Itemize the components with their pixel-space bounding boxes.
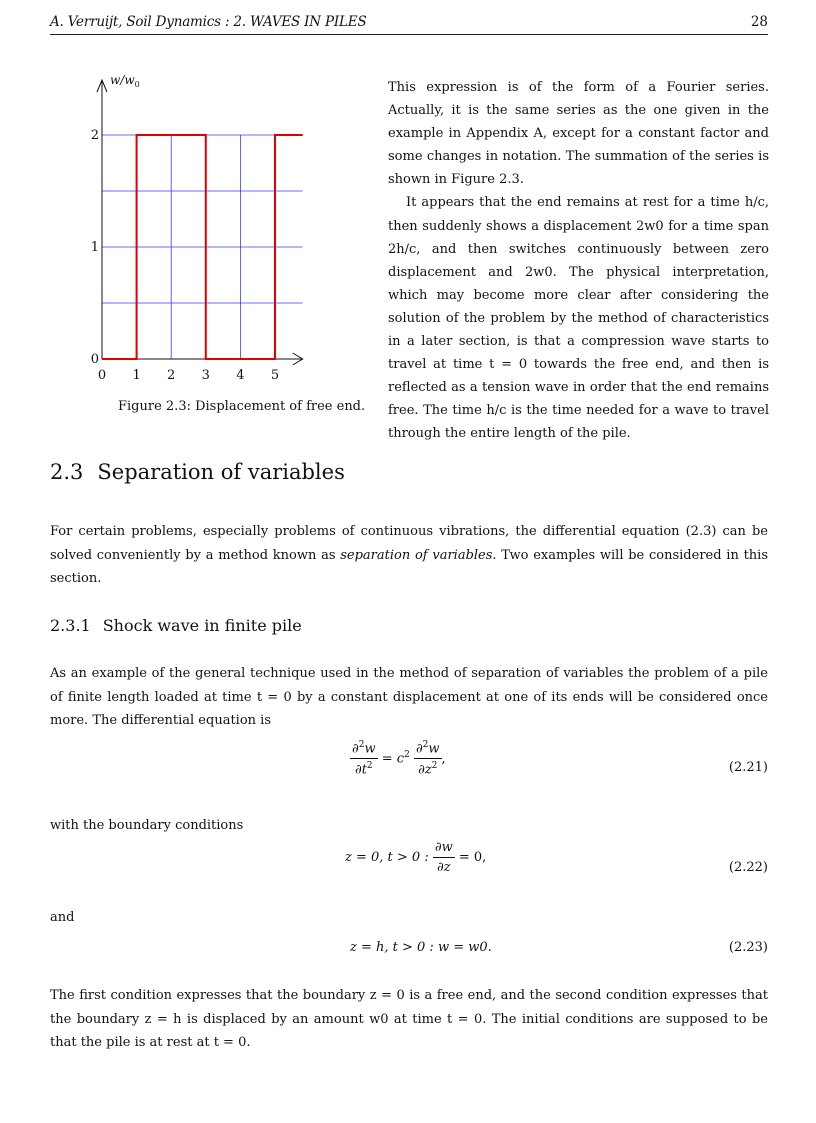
y-tick-label-2: 2 <box>90 128 99 143</box>
equation-2-21-number: (2.21) <box>728 760 768 775</box>
subsection-intro <box>50 662 768 733</box>
subsection-heading <box>50 616 302 635</box>
equation-2-22 <box>50 838 768 894</box>
equation-2-23-number: (2.23) <box>728 940 768 955</box>
x-tick-label-3: 3 <box>201 368 210 383</box>
section-number: 2.3 <box>50 460 84 484</box>
equation-2-21 <box>50 738 768 794</box>
closing-paragraph <box>50 984 768 1055</box>
equation-2-23-body: z = h, t > 0 : w = w0. <box>350 940 492 955</box>
header-title: A. Verruijt, Soil Dynamics : 2. WAVES IN PILES <box>50 14 367 30</box>
right-column-text <box>388 76 769 446</box>
intro-text-start: For certain problems, especially problems of continuous vibrations, the differential equation (2.3) can be solved conveniently by a method known as <box>50 524 768 563</box>
y-tick-label-1: 1 <box>90 240 99 255</box>
x-tick-label-0: 0 <box>97 368 107 383</box>
paragraph-fourier: This expression is of the form of a Fourier series. Actually, it is the same series as the one given in the example in Appendix A, except for a constant factor and some changes in notation. The summation of the series is shown in Figure 2.3. <box>388 80 769 188</box>
paragraph-interpretation: It appears that the end remains at rest for a time h/c, then suddenly shows a displacement 2w0 for a time span 2h/c, and then switches continuously between zero displacement and 2w0. The physical interpretation, which may become more clear after considering the solution of the problem by the method of characteristics in a later section, is that a compression wave starts to travel at time t = 0 towards the free end, and then is reflected as a tension wave in order that the end remains free. The time h/c is the time needed for a wave to travel through the entire length of the pile. <box>388 195 769 442</box>
x-tick-label-4: 4 <box>236 368 245 383</box>
intro-italic: separation of variables <box>340 547 493 563</box>
subsection-number: 2.3.1 <box>50 616 91 635</box>
equation-2-23 <box>50 940 768 964</box>
section-heading <box>50 460 345 484</box>
subsection-paragraph: As an example of the general technique used in the method of separation of variables the problem of a pile of finite length loaded at time t = 0 by a constant displacement at one of its ends will be considered once more. The differential equation is <box>50 666 768 728</box>
figure-2-3 <box>88 74 366 424</box>
equation-2-22-body: z = 0, t > 0 : $\frac{\partial w}{\partial z}$ = 0, <box>345 840 487 875</box>
bc-label: with the boundary conditions <box>50 818 244 833</box>
subsection-title: Shock wave in finite pile <box>102 616 302 635</box>
x-tick-label-1: 1 <box>132 368 141 383</box>
x-tick-label-2: 2 <box>167 368 176 383</box>
y-tick-label-0: 0 <box>90 352 99 367</box>
equation-2-21-body: $\frac{\partial^2w}{\partial t^2}$ = $c^2$ $\frac{\partial^2w}{\partial z^2}$ , <box>352 740 446 778</box>
displacement-chart <box>88 74 328 394</box>
closing-text: The first condition expresses that the boundary z = 0 is a free end, and the second condition expresses that the boundary z = h is displaced by an amount w0 at time t = 0. The initial conditions are supposed to be that the pile is at rest at t = 0. <box>50 988 768 1050</box>
running-header <box>50 12 768 35</box>
x-tick-label-5: 5 <box>270 368 280 383</box>
figure-caption: Figure 2.3: Displacement of free end. <box>118 399 366 414</box>
equation-2-22-condition: z = 0, t > 0 : <box>345 850 429 865</box>
section-intro <box>50 520 768 591</box>
equation-2-22-number: (2.22) <box>728 860 768 875</box>
intro-text-end: . Two examples will be considered in this section. <box>50 547 768 586</box>
page-number: 28 <box>750 14 768 30</box>
y-axis-label: $w/w_0$ <box>110 74 140 89</box>
and-label: and <box>50 910 75 925</box>
section-title: Separation of variables <box>97 460 345 484</box>
